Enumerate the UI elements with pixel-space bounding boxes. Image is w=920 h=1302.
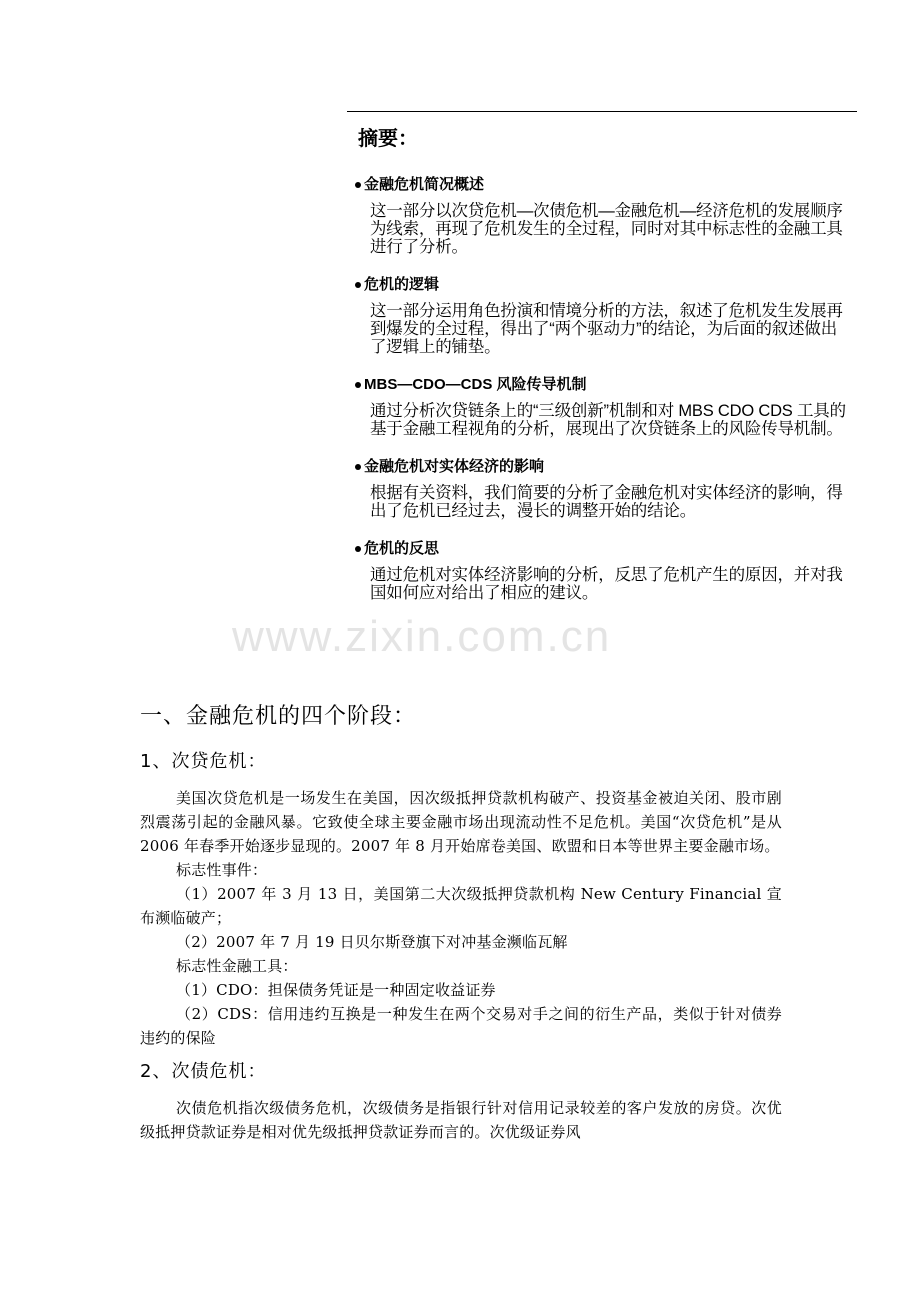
abstract-section-heading: [350, 274, 860, 296]
abstract-section: [350, 374, 860, 438]
events-label: 标志性事件：: [176, 861, 268, 879]
abstract-section-heading: [350, 538, 860, 560]
bullet-icon: [355, 546, 361, 552]
abstract-panel: [350, 122, 860, 602]
paragraph: 次债危机指次级债务危机，次级债务是指银行针对信用记录较差的客户发放的房贷。次优级抵押贷款证券是相对优先级抵押贷款证券而言的。次优级证券风: [140, 1099, 782, 1141]
abstract-section-heading: [350, 374, 860, 396]
abstract-section-heading-text: 金融危机简况概述: [364, 176, 485, 193]
chapter-heading: 一、金融危机的四个阶段：: [140, 704, 417, 729]
abstract-section-text: 根据有关资料，我们简要的分析了金融危机对实体经济的影响，得出了危机已经过去，漫长的调整开始的结论。: [370, 484, 843, 520]
abstract-section-heading: [350, 174, 860, 196]
abstract-section-heading-text: MBS—CDO—CDS 风险传导机制: [364, 376, 587, 393]
bullet-icon: [355, 282, 361, 288]
abstract-section-text: 通过危机对实体经济影响的分析，反思了危机产生的原因，并对我国如何应对给出了相应的建议。: [370, 566, 843, 602]
bullet-icon: [355, 182, 361, 188]
tool-item: （2）CDS：信用违约互换是一种发生在两个交易对手之间的衍生产品，类似于针对债券违约的保险: [140, 1005, 782, 1047]
bullet-icon: [355, 382, 361, 388]
abstract-section: [350, 274, 860, 356]
event-item: （1）2007 年 3 月 13 日，美国第二大次级抵押贷款机构 New Century Financial 宣布濒临破产；: [140, 885, 782, 927]
watermark: www.zixin.com.cn: [232, 612, 612, 661]
bullet-icon: [355, 464, 361, 470]
header-rule: [347, 111, 857, 112]
abstract-section: [350, 538, 860, 602]
abstract-section-heading: [350, 456, 860, 478]
abstract-section-heading-text: 金融危机对实体经济的影响: [364, 458, 545, 475]
abstract-title: 摘要：: [358, 128, 418, 150]
section-heading-subprime: 1、次贷危机：: [140, 751, 267, 772]
abstract-section-heading-text: 危机的反思: [364, 540, 440, 557]
paragraph: 美国次贷危机是一场发生在美国，因次级抵押贷款机构破产、投资基金被迫关闭、股市剧烈震荡引起的金融风暴。它致使全球主要金融市场出现流动性不足危机。美国“次贷危机”是从 2006 年春季开始逐步显现的。2007 年 8 月开始席卷美国、欧盟和日本等世界主要金融市场。: [140, 789, 782, 855]
section-heading-subdebt: 2、次债危机：: [140, 1061, 267, 1082]
document-body: [140, 700, 782, 1144]
abstract-section-heading-text: 危机的逻辑: [364, 276, 440, 293]
tool-item: （1）CDO：担保债务凭证是一种固定收益证券: [176, 981, 496, 999]
abstract-section: [350, 174, 860, 256]
abstract-section: [350, 456, 860, 520]
abstract-section-text: 这一部分运用角色扮演和情境分析的方法，叙述了危机发生发展再到爆发的全过程，得出了“两个驱动力”的结论，为后面的叙述做出了逻辑上的铺垫。: [370, 302, 843, 356]
abstract-section-text: 通过分析次贷链条上的“三级创新”机制和对 MBS CDO CDS 工具的基于金融工程视角的分析，展现出了次贷链条上的风险传导机制。: [370, 402, 846, 438]
tools-label: 标志性金融工具：: [176, 957, 298, 975]
event-item: （2）2007 年 7 月 19 日贝尔斯登旗下对冲基金濒临瓦解: [176, 933, 568, 951]
abstract-section-text: 这一部分以次贷危机—次债危机—金融危机—经济危机的发展顺序为线索，再现了危机发生的全过程，同时对其中标志性的金融工具进行了分析。: [370, 202, 843, 256]
